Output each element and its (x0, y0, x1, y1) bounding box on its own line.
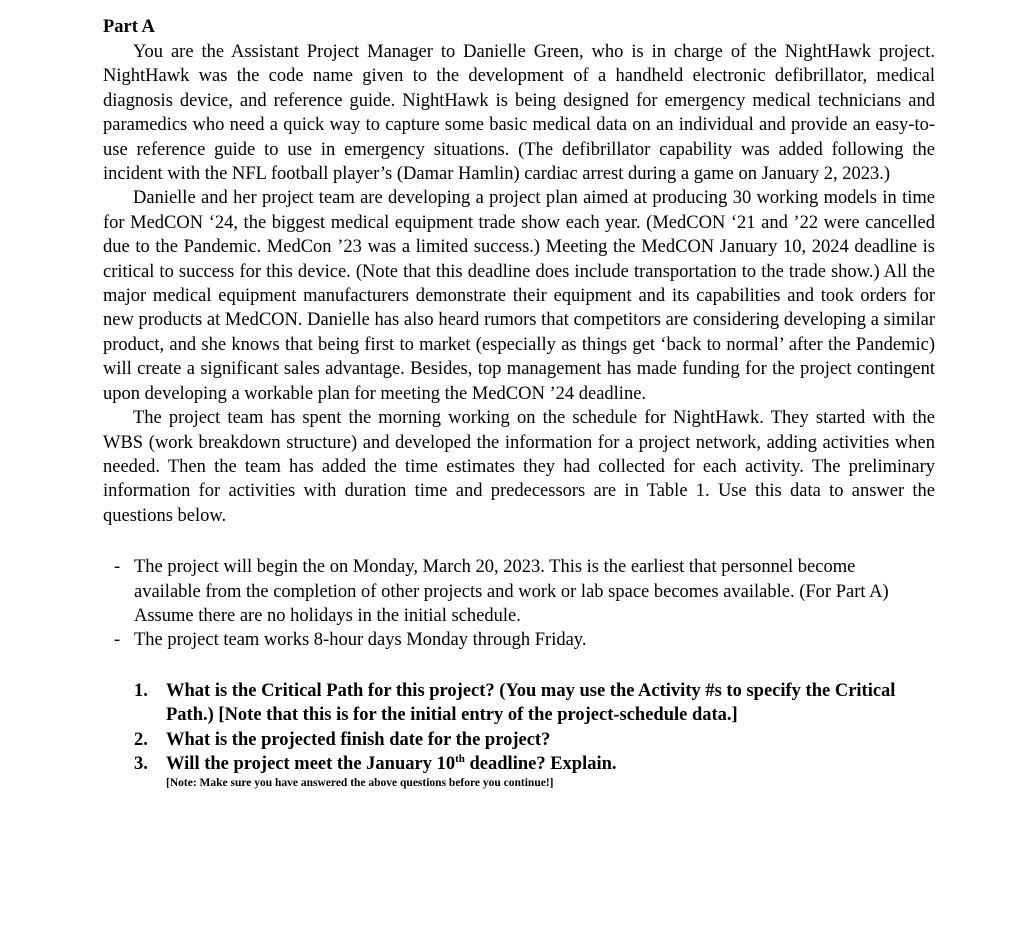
question-text-before: Will the project meet the January 10 (166, 753, 456, 774)
question-item (103, 728, 926, 752)
question-text: What is the projected finish date for the project? (166, 729, 551, 750)
questions-list (103, 679, 935, 777)
bullet-dash: - (114, 557, 121, 578)
bullet-text: The project will begin the on Monday, March 20, 2023. This is the earliest that personnel become available from the completion of other projects and work or lab space becomes available. (For Part A) Assume there are no holidays in the initial schedule. (134, 557, 889, 626)
continue-note: [Note: Make sure you have answered the above questions before you continue!] (166, 777, 554, 790)
ordinal-superscript: th (455, 752, 465, 765)
paragraph-intro: You are the Assistant Project Manager to Danielle Green, who is in charge of the NightHawk project. NightHawk was the code name given to the development of a handheld electronic defibrillator, medical diagnosis device, and reference guide. NightHawk is being designed for emergency medical technicians and paramedics who need a quick way to capture some basic medical data on an individual and provide an easy-to-use reference guide to use in emergency situations. (The defibrillator capability was added following the incident with the NFL football player’s (Damar Hamlin) cardiac arrest during a game on January 2, 2023.) (103, 42, 935, 185)
paragraph-schedule: The project team has spent the morning working on the schedule for NightHawk. They started with the WBS (work breakdown structure) and developed the information for a project network, adding activities when needed. Then the team has added the time estimates they had collected for each activity. The preliminary information for activities with duration time and predecessors are in Table 1. Use this data to answer the questions below. (103, 408, 935, 526)
question-number: 1. (134, 680, 148, 701)
question-text: What is the Critical Path for this project? (You may use the Activity #s to specify the Critical Path.) [Note that this is for the initial entry of the project-schedule data.] (166, 680, 896, 726)
question-number: 3. (134, 753, 148, 774)
bullet-dash: - (114, 630, 121, 651)
question-item (103, 752, 926, 776)
paragraph-plan: Danielle and her project team are developing a project plan aimed at producing 30 working models in time for MedCON ‘24, the biggest medical equipment trade show each year. (MedCON ‘21 and ’22 were cancelled due to the Pandemic. MedCon ’23 was a limited success.) Meeting the MedCON January 10, 2024 deadline is critical to success for this device. (Note that this deadline does include transportation to the trade show.) All the major medical equipment manufacturers demonstrate their equipment and its capabilities and took orders for new products at MedCON. Danielle has also heard rumors that competitors are considering developing a similar product, and she knows that being first to market (especially as things get ‘back to normal’ after the Pandemic) will create a significant sales advantage. Besides, top management has made funding for the project contingent upon developing a workable plan for meeting the MedCON ’24 deadline. (103, 188, 935, 404)
assumptions-list (103, 555, 935, 653)
question-item (103, 679, 926, 728)
list-item (103, 628, 914, 652)
question-number: 2. (134, 729, 148, 750)
bullet-text: The project team works 8-hour days Monday through Friday. (134, 630, 587, 651)
question-text-after: deadline? Explain. (464, 753, 617, 774)
part-heading: Part A (103, 17, 155, 37)
list-item (103, 555, 914, 628)
document-body (103, 14, 935, 790)
